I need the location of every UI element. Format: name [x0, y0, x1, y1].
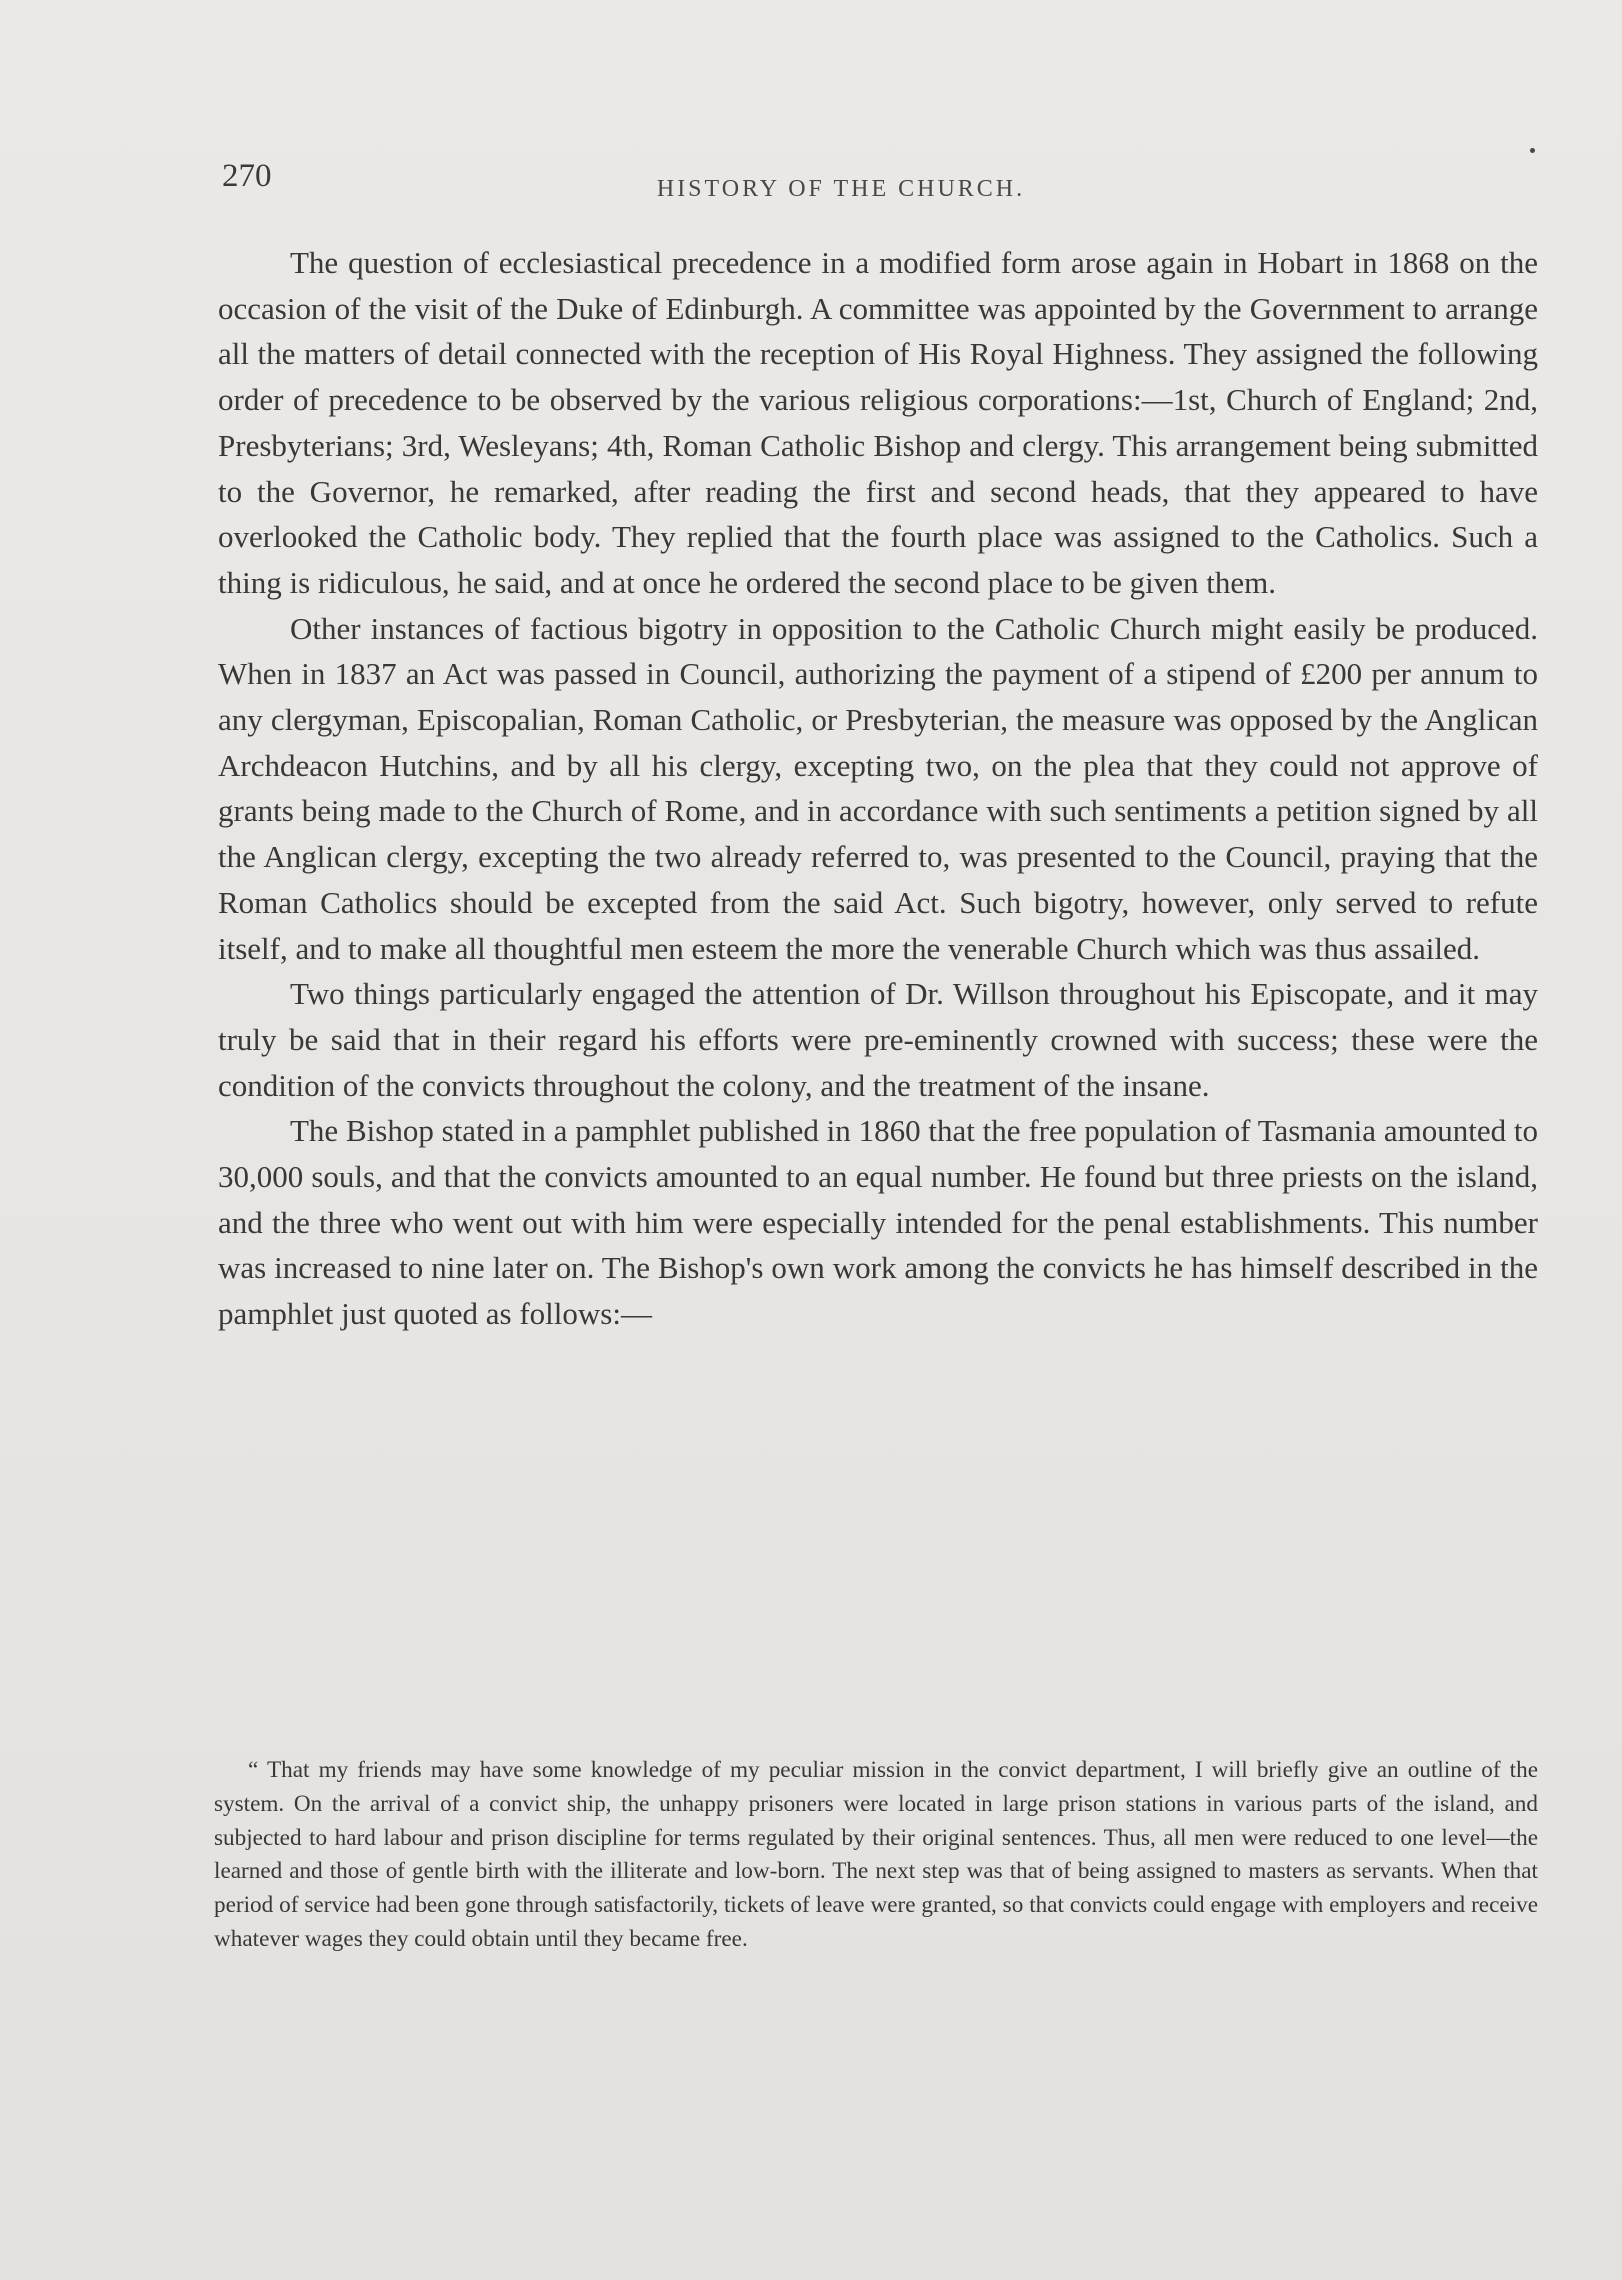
page-number: 270: [222, 158, 272, 194]
main-text: [218, 240, 1538, 1337]
paragraph-bigotry: Other instances of factious bigotry in opposition to the Catholic Church might easily be produced. When in 1837 an Act was passed in Council, authorizing the payment of a stipend of £200 per annum to any clergyman, Episcopalian, Roman Catholic, or Presbyterian, the measure was opposed by the Anglican Archdeacon Hutchins, and by all his clergy, excepting two, on the plea that they could not approve of grants being made to the Church of Rome, and in accordance with such sentiments a petition signed by all the Anglican clergy, excepting the two already referred to, was presented to the Council, praying that the Roman Catholics should be excepted from the said Act. Such bigotry, however, only served to refute itself, and to make all thoughtful men esteem the more the venerable Church which was thus assailed.: [218, 610, 1538, 966]
page-speck: [1530, 148, 1535, 153]
running-title: HISTORY OF THE CHURCH.: [656, 176, 1026, 202]
block-quotation: [214, 1754, 1538, 1957]
paragraph-willson: Two things particularly engaged the attention of Dr. Willson throughout his Episcopate, and it may truly be said that in their regard his efforts were pre-eminently crowned with success; these were the condition of the convicts throughout the colony, and the treatment of the insane.: [218, 976, 1538, 1103]
paragraph-precedence: The question of ecclesiastical precedence in a modified form arose again in Hobart in 1868 on the occasion of the visit of the Duke of Edinburgh. A committee was appointed by the Government to arrange all the matters of detail connected with the reception of His Royal Highness. They assigned the following order of precedence to be observed by the various religious corporations:—1st, Church of England; 2nd, Presbyterians; 3rd, Wesleyans; 4th, Roman Catholic Bishop and clergy. This arrangement being submitted to the Governor, he remarked, after reading the first and second heads, that they appeared to have overlooked the Catholic body. They replied that the fourth place was assigned to the Catholics. Such a thing is ridiculous, he said, and at once he ordered the second place to be given them.: [218, 245, 1538, 600]
quotation-text: “ That my friends may have some knowledge of my peculiar mission in the convict department, I will briefly give an outline of the system. On the arrival of a convict ship, the unhappy prisoners were located in large prison stations in various parts of the island, and subjected to hard labour and prison discipline for terms regulated by their original sentences. Thus, all men were reduced to one level—the learned and those of gentle birth with the illiterate and low-born. The next step was that of being assigned to masters as servants. When that period of service had been gone through satisfactorily, tickets of leave were granted, so that convicts could engage with employers and receive whatever wages they could obtain until they became free.: [214, 1757, 1538, 1952]
paragraph-pamphlet: The Bishop stated in a pamphlet published in 1860 that the free population of Tasmania amounted to 30,000 souls, and that the convicts amounted to an equal number. He found but three priests on the island, and the three who went out with him were especially intended for the penal establishments. This number was increased to nine later on. The Bishop's own work among the convicts he has himself described in the pamphlet just quoted as follows:—: [218, 1113, 1538, 1332]
